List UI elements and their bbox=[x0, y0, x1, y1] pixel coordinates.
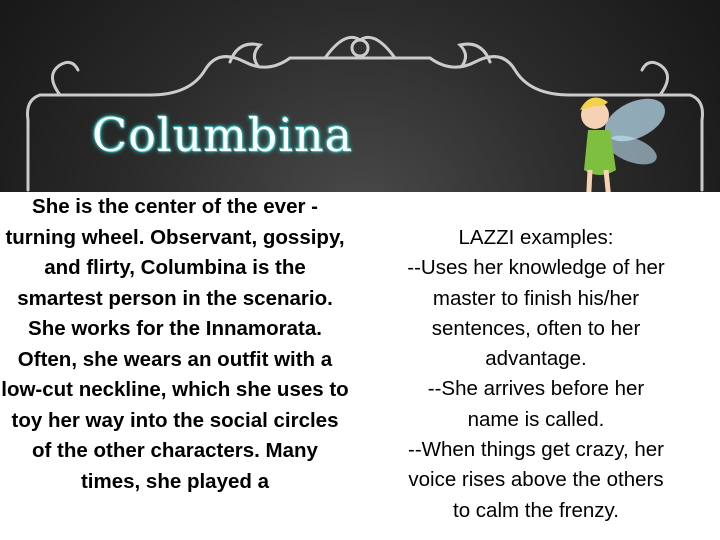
lazzi-line: to calm the frenzy. bbox=[453, 498, 619, 522]
slide-title: Columbina bbox=[92, 108, 354, 162]
lazzi-line: advantage. bbox=[485, 347, 587, 371]
lazzi-examples bbox=[355, 223, 717, 526]
lazzi-line: --Uses her knowledge of her bbox=[407, 256, 665, 280]
lazzi-line: name is called. bbox=[467, 407, 605, 431]
lazzi-line: sentences, often to her bbox=[431, 316, 641, 340]
lazzi-line: --She arrives before her bbox=[427, 377, 645, 401]
lazzi-line: master to finish his/her bbox=[432, 286, 640, 310]
character-description: She is the center of the ever -turning wheel. Observant, gossipy, and flirty, Columbina is the smartest person in the scenario. She works for the Innamorata. Often, she wears an outfit with a low-cut neckline, which she uses to toy her way into the social circles of the other characters. Many times, she played a bbox=[1, 195, 349, 493]
lazzi-line: voice rises above the others bbox=[408, 468, 664, 492]
lazzi-heading: LAZZI examples: bbox=[458, 226, 614, 249]
lazzi-line: --When things get crazy, her bbox=[408, 438, 664, 462]
